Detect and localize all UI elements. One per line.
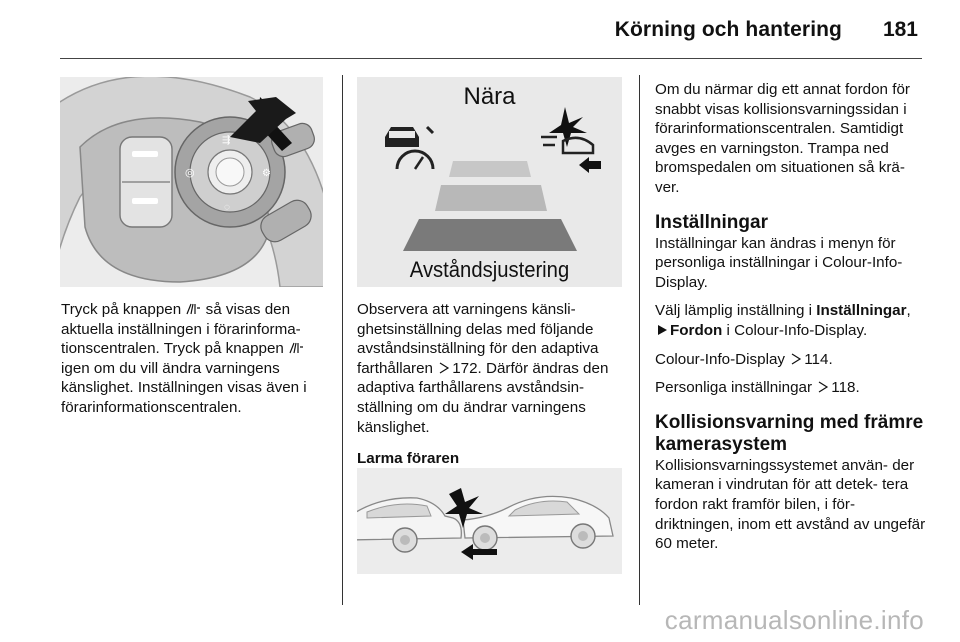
column-3-text — [655, 80, 927, 563]
distance-button-icon — [288, 341, 304, 355]
figure-label-near: Nära — [463, 83, 516, 110]
section-heading: Inställningar — [655, 211, 768, 233]
header-divider — [60, 58, 922, 59]
page-header — [0, 0, 960, 60]
page-reference-icon — [791, 353, 802, 365]
menu-arrow-icon — [657, 324, 668, 336]
paragraph: Tryck på knappen så visas den aktuella inställningen i förarinforma- tionscentralen. Tryck på knappen igen om du vill ändra varningens känslighet. Inställningen visas även i förarinformationscentralen. — [61, 301, 307, 416]
svg-text:⚙: ⚙ — [262, 168, 271, 179]
section-heading: Kollisionsvarning med främre — [655, 411, 924, 433]
collision-alert-figure — [357, 468, 622, 574]
paragraph: Observera att varningens känsli- ghetsinställning delas med följande avståndsinställning för den adaptiva farthållaren 172. Därför ändras den adaptiva farthållarens avståndsin- ställning om du ändrar varningens känslighet. — [357, 301, 609, 436]
svg-text:◌: ◌ — [224, 202, 230, 213]
steering-wheel-illustration — [60, 77, 323, 287]
figure-label-distance: Avståndsjustering — [409, 257, 570, 282]
column-divider-2 — [639, 75, 640, 605]
page-number: 181 — [882, 18, 918, 41]
distance-setting-figure — [357, 77, 622, 287]
section-heading-continued: kamerasystem — [655, 433, 788, 455]
column-2-text — [357, 300, 627, 478]
column-1-text — [61, 300, 326, 427]
svg-text:⇶: ⇶ — [222, 135, 231, 146]
steering-wheel-figure — [60, 77, 323, 287]
page-reference-icon — [818, 381, 829, 393]
page-reference-icon — [439, 362, 450, 374]
paragraph: Inställningar kan ändras i menyn för personliga inställningar i Colour-Info- Display. — [655, 234, 903, 291]
paragraph: Om du närmar dig ett annat fordon för snabbt visas kollisionsvarningssidan i förarinformationscentralen. Samtidigt avges en varningston. Trampa ned bromspedalen om situationen så krä- ver. — [655, 81, 910, 196]
watermark: carmanualsonline.info — [664, 605, 924, 635]
car-speedometer-icon — [385, 127, 433, 169]
paragraph: Colour-Info-Display 114. — [655, 350, 833, 368]
page-title: Körning och hantering — [614, 18, 842, 41]
paragraph: Välj lämplig inställning i Inställningar, Fordon i Colour-Info-Display. — [655, 302, 911, 339]
column-divider-1 — [342, 75, 343, 605]
distance-bars-illustration — [357, 77, 622, 287]
paragraph: Kollisionsvarningssystemet använ- der kameran i vindrutan för att detek- tera fordon rakt framför bilen, i för- driktningen, inom ett avstånd av ungefär 60 meter. — [655, 456, 926, 553]
collision-warning-icon — [541, 107, 601, 173]
distance-button-icon — [185, 302, 201, 316]
svg-text:◎: ◎ — [185, 167, 195, 179]
two-cars-illustration — [357, 468, 622, 574]
paragraph: Personliga inställningar 118. — [655, 379, 860, 397]
section-heading: Larma föraren — [357, 450, 460, 468]
